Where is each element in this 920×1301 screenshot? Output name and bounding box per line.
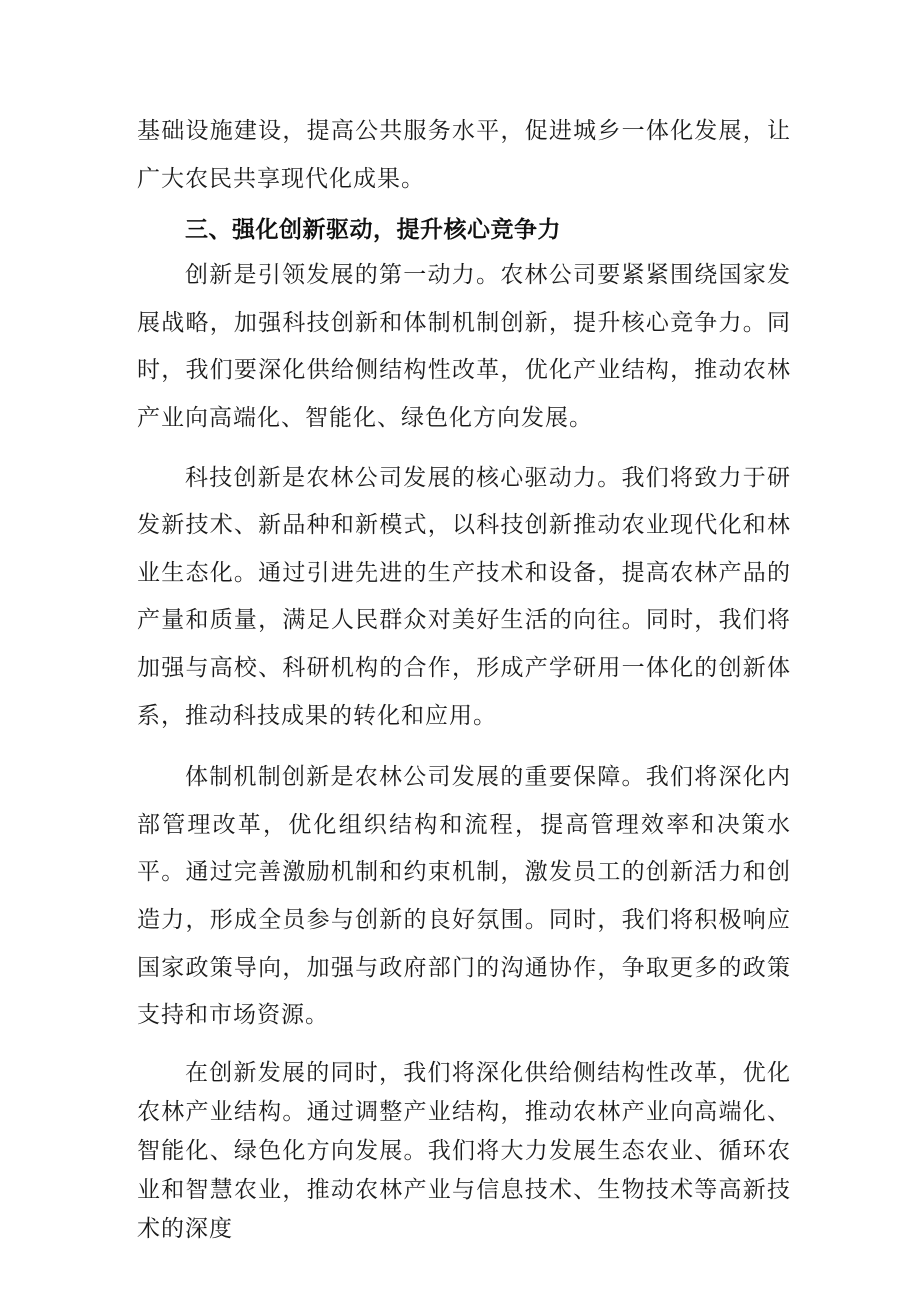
- paragraph-supply-side-reform: 在创新发展的同时，我们将深化供给侧结构性改革，优化农林产业结构。通过调整产业结构，推动农林产业向高端化、智能化、绿色化方向发展。我们将大力发展生态农业、循环农业和智慧农业，推动农林产业与信息技术、生物技术等高新技术的深度: [137, 1059, 791, 1242]
- paragraph-tech-innovation: 科技创新是农林公司发展的核心驱动力。我们将致力于研发新技术、新品种和新模式，以科技创新推动农业现代化和林业生态化。通过引进先进的生产技术和设备，提高农林产品的产量和质量，满足人民群众对美好生活的向往。同时，我们将加强与高校、科研机构的合作，形成产学研用一体化的创新体系，推动科技成果的转化和应用。: [137, 464, 791, 729]
- paragraph-institutional-innovation: 体制机制创新是农林公司发展的重要保障。我们将深化内部管理改革，优化组织结构和流程，提高管理效率和决策水平。通过完善激励机制和约束机制，激发员工的创新活力和创造力，形成全员参与创新的良好氛围。同时，我们将积极响应国家政策导向，加强与政府部门的沟通协作，争取更多的政策支持和市场资源。: [137, 764, 791, 1029]
- intro-paragraph: 基础设施建设，提高公共服务水平，促进城乡一体化发展，让广大农民共享现代化成果。: [137, 118, 791, 192]
- paragraph-innovation-overview: 创新是引领发展的第一动力。农林公司要紧紧围绕国家发展战略，加强科技创新和体制机制创新，提升核心竞争力。同时，我们要深化供给侧结构性改革，优化产业结构，推动农林产业向高端化、智能化、绿色化方向发展。: [137, 262, 791, 431]
- document-page: [137, 108, 791, 1249]
- section-heading: 三、强化创新驱动，提升核心竞争力: [185, 217, 561, 244]
